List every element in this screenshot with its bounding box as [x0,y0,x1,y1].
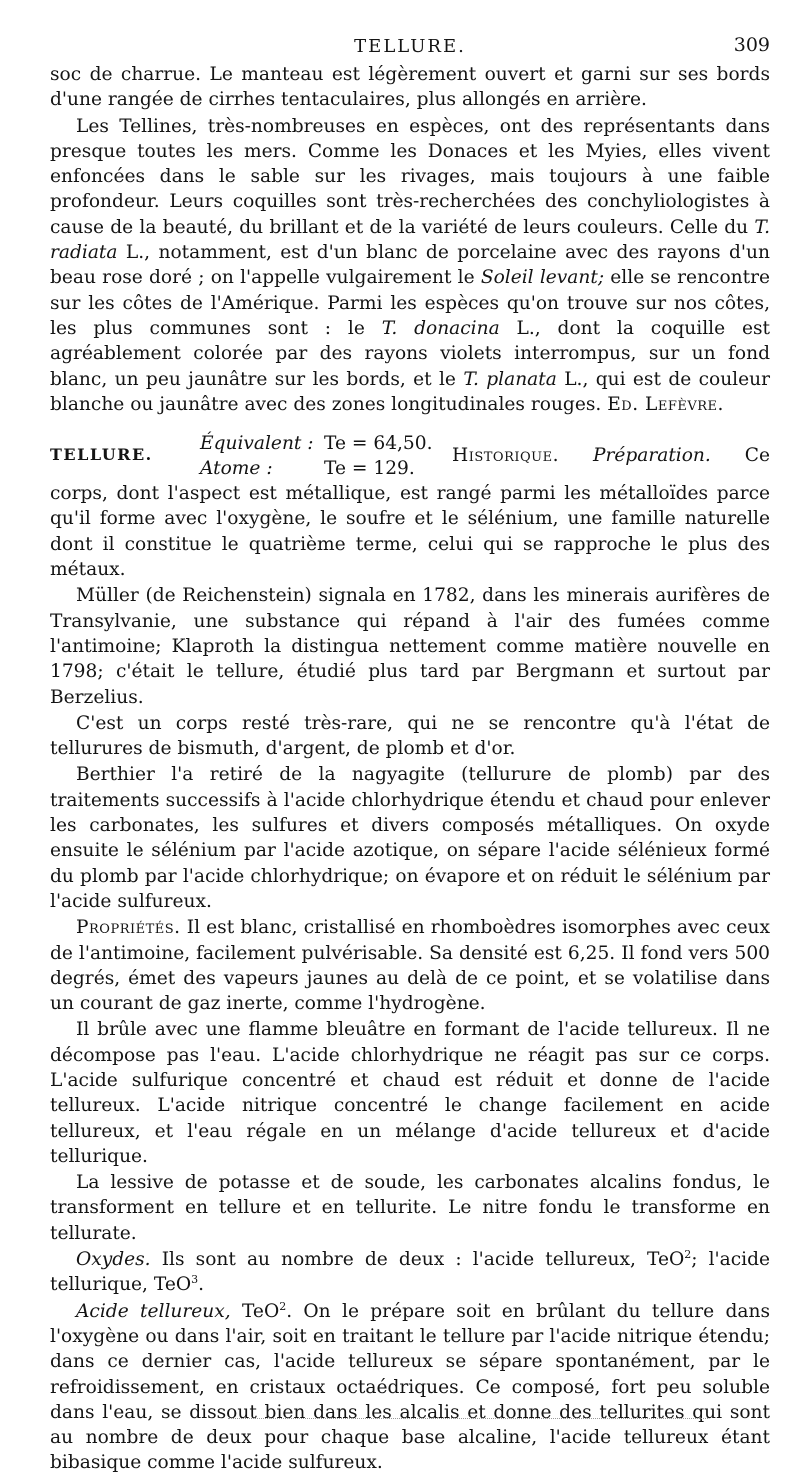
superscript: 2 [279,1299,287,1313]
alkali-paragraph: La lessive de potasse et de soude, les carbonates alcalins fondus, le transforment en tellure et en tellurite. Le nitre fondu le transforme en tellurate. [50,1172,770,1244]
intro-paragraph: corps, dont l'aspect est métallique, est rangé parmi les métalloïdes parce qu'il forme avec l'oxygène, le soufre et le sélénium, une famille naturelle dont il constitue le quatrième terme, celui qui se rapproche le plus des métaux. [50,483,770,581]
superscript: 2 [684,1247,692,1261]
text-run: Ils sont au nombre de deux : l'acide tellureux, TeO [150,1249,685,1271]
historique-label: Historique. [452,445,560,467]
author-signature: Ed. Lefèvre. [607,393,724,415]
carryover-paragraph: soc de charrue. Le manteau est légèrement ouvert et garni sur ses bords d'une rangée de cirrhes tentaculaires, plus allongés en arrière. [50,64,770,111]
text-run: . [198,1274,205,1296]
tellurous-acid-paragraph [50,1299,770,1476]
oxides-label: Oxydes. [76,1249,151,1271]
first-word: Ce [744,445,770,467]
properties-paragraph [50,915,770,1016]
text-run: elle se rencontre sur les côtes de l'Amérique. Parmi les espèces qu'on trouve sur nos côtes, les plus communes sont : le [50,267,770,339]
text-run: Il est blanc, cristallisé en rhomboèdres isomorphes avec ceux de l'antimoine, facilement pulvérisable. Sa densité est 6,25. Il fond vers 500 degrés, émet des vapeurs jaunes au delà de ce point, et se volatilise dans un courant de gaz inerte, comme l'hydrogène. [50,917,770,1015]
entry-tail [452,445,770,466]
atome-label: Atome : [200,458,273,480]
formula-block [200,431,452,481]
atome-value: Te = 129. [324,458,415,480]
text-run: L., qui est de couleur blanche ou jaunâtre avec des zones longitudinales rouges. [50,368,770,415]
entry-head [50,431,770,481]
equivalent-label: Équivalent : [200,433,314,455]
species-name: T. planata [463,368,557,390]
text-run: ; l'acide tellurique, TeO [50,1249,770,1296]
preparation-paragraph: Berthier l'a retiré de la nagyagite (tellurure de plomb) par des traitements successifs à l'acide chlorhydrique étendu et chaud pour enlever les carbonates, les sulfures et divers composés métalliques. On oxyde ensuite le sélénium par l'acide azotique, on sépare l'acide sélénieux formé du plomb par l'acide chlorhydrique; on évapore et on réduit le sélénium par l'acide sulfureux. [50,764,770,912]
bleed-through-rule [228,1418,708,1419]
occurrence-paragraph: C'est un corps resté très-rare, qui ne se rencontre qu'à l'état de tellurures de bismuth, d'argent, de plomb et d'or. [50,712,770,760]
page-number: 309 [733,34,770,56]
species-name: T. donacina [381,317,500,339]
tellines-paragraph [50,114,770,418]
equivalent-row [200,431,452,456]
text-run: . On le prépare soit en brûlant du tellure dans l'oxygène ou dans l'air, soit en traitant le tellure par l'acide nitrique étendu; dans ce dernier cas, l'acide tellureux se sépare spontanément, par le refroidissement, en cristaux octaédriques. Ce composé, fort peu soluble dans l'eau, se dissout bien dans les alcalis et donne des tellurites qui sont au nombre de deux pour chaque base alcaline, l'acide tellureux étant bibasique comme l'acide sulfureux. [50,1300,770,1474]
properties-label: Propriétés. [76,917,181,939]
text-run: L., notamment, est d'un blanc de porcelaine avec des rayons d'un beau rose doré ; on l'appelle vulgairement le [50,242,770,289]
text-run: TeO [230,1300,280,1322]
preparation-label: Préparation. [592,445,711,467]
entry-headword: TELLURE. [50,445,153,465]
history-paragraph: Müller (de Reichenstein) signala en 1782, dans les minerais aurifères de Transylvanie, une substance qui répand à l'air des fumées comme l'antimoine; Klaproth la distingua nettement comme matière nouvelle en 1798; c'était le tellure, étudié plus tard par Bergmann et surtout par Berzelius. [50,585,770,708]
text-run: Les Tellines, très-nombreuses en espèces, ont des représentants dans presque toutes les mers. Comme les Donaces et les Myies, elles vivent enfoncées dans le sable sur les rivages, mais toujours à une faible profondeur. Leurs coquilles sont très-recherchées des conchyliologistes à cause de la beauté, du brillant et de la variété de leurs couleurs. Celle du [50,115,770,238]
page [50,28,770,1476]
combustion-paragraph: Il brûle avec une flamme bleuâtre en formant de l'acide tellureux. Il ne décompose pas l'eau. L'acide chlorhydrique ne réagit pas sur ce corps. L'acide sulfurique concentré et chaud est réduit et donne de l'acide tellureux. L'acide nitrique concentré le change facilement en acide tellureux, et l'eau régale en un mélange d'acide tellureux et d'acide tellurique. [50,1019,770,1167]
running-head [50,28,770,62]
tellure-entry [50,431,770,1476]
running-title: TELLURE. [354,36,466,57]
species-name: T. radiata [50,216,770,264]
equivalent-value: Te = 64,50. [324,433,433,455]
oxides-paragraph [50,1247,770,1298]
atome-row [200,456,452,481]
text-run: L., dont la coquille est agréablement colorée par des rayons violets interrompus, sur un fond blanc, un peu jaunâtre sur les bords, et le [50,317,770,390]
common-name: Soleil levant; [480,267,605,289]
tellurous-acid-label: Acide tellureux, [76,1300,231,1322]
superscript: 3 [191,1273,199,1287]
